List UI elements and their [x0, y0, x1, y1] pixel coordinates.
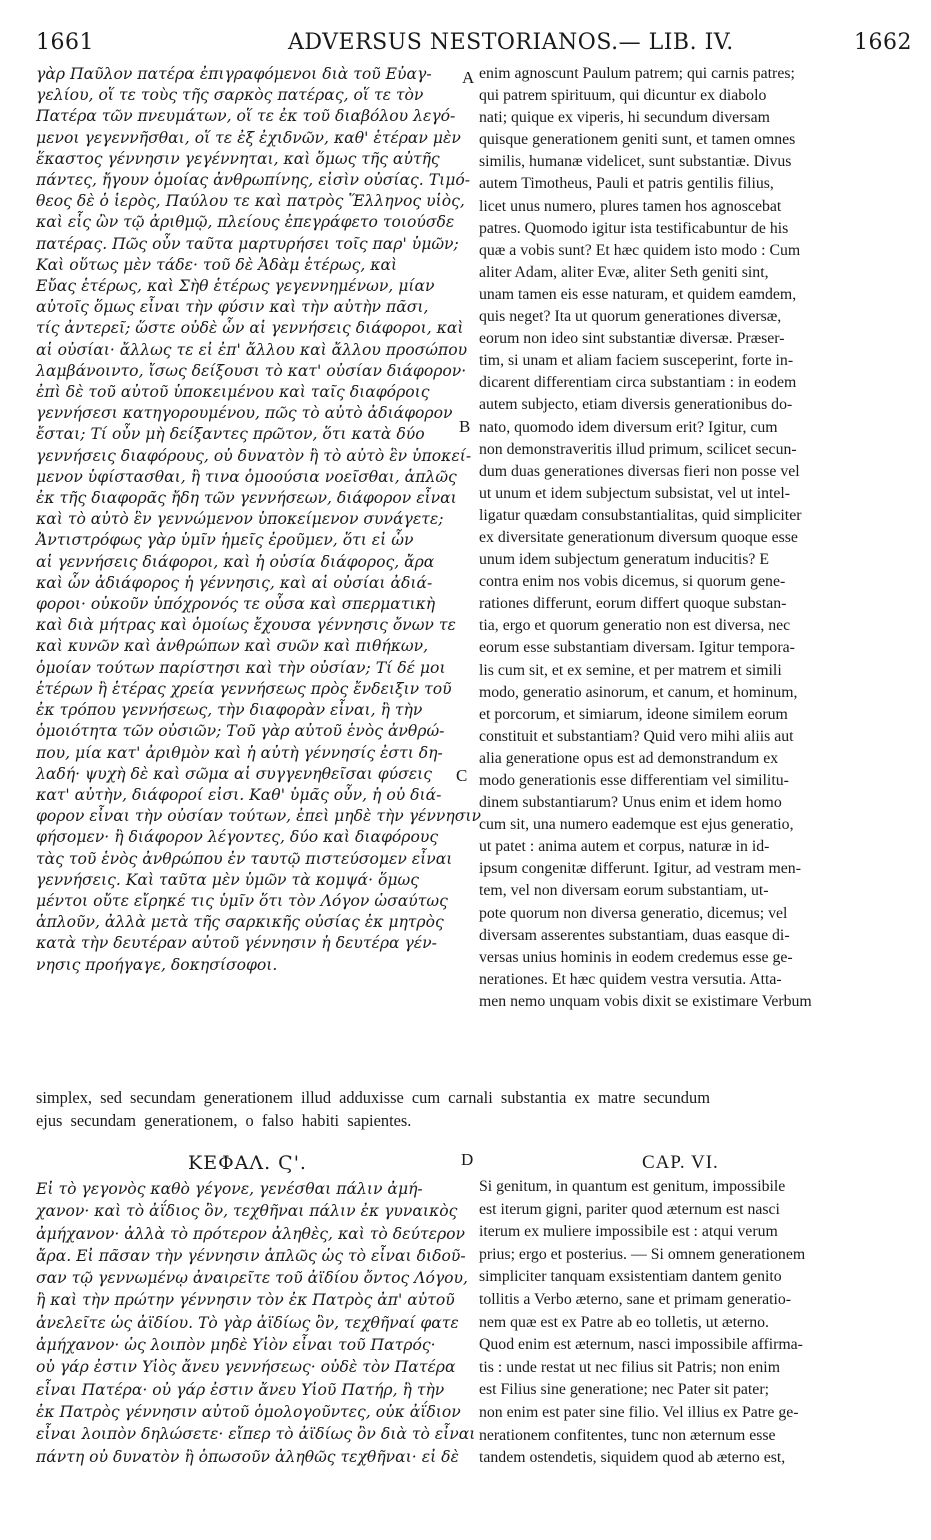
text-line: patres. Quomodo igitur ista testificabuntur de his	[479, 219, 789, 237]
text-line: μενον ὑφίστασθαι, ἢ τινα ὁμοούσια νοεῖσθαι, ἁπλῶς	[36, 467, 457, 486]
text-line: ejus secundam generationem, o falso habiti sapientes.	[36, 1111, 412, 1130]
text-line: Πατέρα τῶν πνευμάτων, οἵ τε ἐκ τοῦ διαβόλου λεγό-	[36, 107, 456, 126]
text-line: Si genitum, in quantum est genitum, impossibile	[479, 1178, 786, 1195]
text-line: Ἀντιστρόφως γὰρ ὑμῖν ἡμεῖς ἐροῦμεν, ὅτι εἰ ὧν	[36, 531, 414, 550]
margin-marker-d: D	[461, 1150, 474, 1169]
text-line: simpliciter tanquam exsistentiam dantem genito	[479, 1268, 782, 1286]
text-line: quisque generationem geniti sunt, et tamen omnes	[479, 131, 796, 149]
text-line: λαμβάνοιντο, ἴσως δείξουσι τὸ κατ' οὐσίαν διάφορον·	[36, 361, 467, 380]
text-line: non demonstraveritis illud primum, scilicet secun-	[479, 440, 797, 458]
text-line: εἶναι λοιπὸν δηλώσετε· εἴπερ τὸ ἀϊδίως ὂν διὰ τὸ εἶναι	[36, 1425, 476, 1444]
margin-marker-a: A	[462, 68, 475, 87]
text-line: et porcorum, et simiarum, ideone similem eorum	[479, 705, 788, 723]
text-line: pote quorum non diversa generatio, dicemus; vel	[479, 904, 788, 922]
text-line: dum duas generationes diversas fieri non posse vel	[479, 462, 800, 480]
text-line: γεννήσεις. Καὶ ταῦτα μὲν ὑμῶν τὰ κομψά· ὅμως	[36, 870, 419, 889]
text-line: nerationem confitentes, tunc non æternum esse	[479, 1426, 776, 1444]
text-line: σαν τῷ γεννωμένῳ ἀναιρεῖτε τοῦ ἀϊδίου ὄντος Λόγου,	[36, 1269, 468, 1288]
text-line: χανον· καὶ τὸ ἀΐδιος ὂν, τεχθῆναι πάλιν ἐκ γυναικὸς	[36, 1202, 458, 1221]
text-line: καὶ διὰ μήτρας καὶ ὁμοίως ἔχουσα γέννησις ὄνων τε	[36, 616, 456, 635]
text-line: αὐτοῖς ὅμως εἶναι τὴν φύσιν καὶ τὴν αὐτὴν πᾶσι,	[36, 298, 429, 317]
text-line: γεννήσεσι κατηγορουμένου, πῶς τὸ αὐτὸ ἀδιάφορον	[36, 404, 453, 423]
latin-chapter-heading: CAP. VI.	[642, 1152, 719, 1173]
text-line: θεος δὲ ὁ ἱερὸς, Παύλου τε καὶ πατρὸς Ἕλληνος υἱὸς,	[36, 192, 465, 211]
text-line: Quod enim est æternum, nasci impossibile affirma-	[479, 1336, 803, 1354]
text-line: αἱ γεννήσεις διάφοροι, καὶ ἡ οὐσία διάφορος, ἄρα	[36, 552, 435, 571]
running-header	[0, 30, 931, 62]
text-line: constituit et substantiam? Quid vero mihi aliis aut	[479, 727, 794, 745]
text-line: nem quæ est ex Patre ab eo tolletis, ut æterno.	[479, 1313, 769, 1331]
latin-lines	[479, 1176, 893, 1470]
text-line: modo generationis esse differentiam vel similitu-	[479, 772, 789, 789]
text-line: κατ' αὐτὴν, διάφοροί εἰσι. Καθ' ὑμᾶς οὖν, ἡ οὐ διά-	[36, 785, 442, 804]
greek-lines	[36, 1178, 476, 1468]
text-line: γεννήσεις διαφόρους, οὐ δυνατὸν ἢ τὸ αὐτὸ ἓν ὑποκεί-	[36, 446, 472, 465]
text-line: ἄρα. Εἰ πᾶσαν τὴν γέννησιν ἁπλῶς ὡς τὸ εἶναι διδοῦ-	[36, 1246, 466, 1265]
text-line: modo, generatio asinorum, et canum, et hominum,	[479, 683, 798, 701]
text-line: versas unius hominis in eodem credemus esse ge-	[479, 948, 793, 966]
text-line: πάντη οὐ δυνατὸν ἢ ὁπωσοῦν ἀληθῶς τεχθῆναι· εἰ δὲ	[36, 1447, 459, 1466]
text-line: quis neget? Ita ut quorum generationes diversæ,	[479, 308, 782, 326]
text-line: ἐκ τρόπου γεννήσεως, τὴν διαφορὰν εἶναι, ἢ τὴν	[36, 701, 423, 720]
text-line: ἀνελεῖτε ὡς ἀϊδίου. Τὸ γὰρ ἀϊδίως ὂν, τεχθῆναί φατε	[36, 1313, 459, 1332]
margin-marker-c: C	[456, 766, 468, 785]
text-line: λαδή· ψυχὴ δὲ καὶ σῶμα αἱ συγγενηθεῖσαι φύσεις	[36, 764, 432, 783]
greek-lines	[36, 64, 481, 976]
greek-column-top	[36, 64, 481, 976]
text-line: ἀμήχανον· ὡς λοιπὸν μηδὲ Υἱὸν εἶναι τοῦ Πατρός·	[36, 1336, 436, 1355]
text-line: contra enim nos vobis dicemus, si quorum gene-	[479, 573, 786, 591]
text-line: men nemo unquam vobis dixit se existimare Verbum	[479, 992, 812, 1010]
text-line: dicarent differentiam circa substantiam : in eodem	[479, 374, 797, 392]
latin-column-bottom	[479, 1176, 893, 1470]
text-line: est iterum gigni, pariter quod æternum est nasci	[479, 1200, 780, 1218]
text-line: καὶ κυνῶν καὶ ἀνθρώπων καὶ συῶν καὶ πιθήκων,	[36, 637, 429, 656]
text-line: tollitis a Verbo æterno, sane et primam generatio-	[479, 1290, 792, 1308]
text-line: unum idem subjectum generatum inducitis? E	[479, 551, 769, 569]
text-line: prius; ergo et posterius. — Si omnem generationem	[479, 1245, 806, 1263]
text-line: ἑτέρων ἢ ἑτέρας χρεία γεννήσεως πρὸς ἔνδειξιν τοῦ	[36, 679, 452, 698]
text-line: autem subjecto, etiam diversis generationibus do-	[479, 396, 793, 414]
text-line: ut unum et idem subjectum subsistat, vel ut intel-	[479, 484, 791, 502]
text-line: καὶ εἷς ὢν τῷ ἀριθμῷ, πλείους ἐπεγράφετο τοιούσδε	[36, 213, 455, 232]
text-line: similis, humanæ videlicet, sunt substantiæ. Divus	[479, 153, 792, 171]
text-line: Εἰ τὸ γεγονὸς καθὸ γέγονε, γενέσθαι πάλιν ἀμή-	[36, 1180, 423, 1198]
latin-column-top	[479, 63, 893, 1013]
text-line: tia, ergo et quorum generatio non est diversa, nec	[479, 617, 791, 635]
text-line: ὁμοιότητα τῶν οὐσιῶν; Τοῦ γὰρ αὐτοῦ ἑνὸς ἀνθρώ-	[36, 722, 445, 741]
text-line: Καὶ οὕτως μὲν τάδε· τοῦ δὲ Ἀδὰμ ἑτέρως, καὶ	[36, 255, 398, 274]
text-line: ἢ καὶ τὴν πρώτην γέννησιν τὸν ἐκ Πατρὸς ἀπ' αὐτοῦ	[36, 1291, 455, 1310]
text-line: nerationes. Et hæc quidem vestra versutia. Atta-	[479, 970, 782, 988]
text-line: tandem ostendetis, siquidem quod ab æterno est,	[479, 1449, 786, 1467]
text-line: eorum esse substantiam diversam. Igitur tempora-	[479, 639, 795, 657]
text-line: ἐκ Πατρὸς γέννησιν αὐτοῦ ὁμολογοῦντες, οὐκ ἀΐδιον	[36, 1402, 461, 1421]
text-line: dinem substantiarum? Unus enim et idem homo	[479, 794, 782, 812]
text-line: ὁμοίαν τούτων παρίστησι καὶ τὴν οὐσίαν; Τί δέ μοι	[36, 658, 446, 677]
page-number-right: 1662	[854, 30, 912, 55]
text-line: ἔσται; Τί οὖν μὴ δείξαντες πρῶτον, ὅτι κατὰ δύο	[36, 425, 425, 444]
text-line: κατὰ τὴν δευτέραν αὐτοῦ γέννησιν ἡ δευτέρα γέν-	[36, 934, 437, 953]
text-line: nato, quomodo idem diversum erit? Igitur, cum	[479, 418, 778, 436]
text-line: non enim est pater sine filio. Vel illius ex Patre ge-	[479, 1403, 799, 1421]
text-line: νησις προήγαγε, δοκησίσοφοι.	[36, 955, 278, 974]
text-line: ἐπὶ δὲ τοῦ αὐτοῦ ὑποκειμένου καὶ ταῖς διαφόροις	[36, 383, 430, 402]
text-line: eorum non ideo sint substantiæ diversæ. Præser-	[479, 330, 785, 348]
text-line: ἀμήχανον· ἀλλὰ τὸ πρότερον ἀληθὲς, καὶ τὸ δεύτερον	[36, 1224, 466, 1243]
text-line: ligatur quædam consubstantialitas, quid simpliciter	[479, 506, 802, 524]
text-line: iterum ex muliere impossibile est : atqui verum	[479, 1223, 778, 1241]
running-title: ADVERSUS NESTORIANOS.— LIB. IV.	[288, 30, 734, 55]
text-line: aliter Adam, aliter Evæ, aliter Seth geniti sint,	[479, 263, 769, 281]
text-line: πατέρας. Πῶς οὖν ταῦτα μαρτυρήσει τοῖς παρ' ὑμῶν;	[36, 234, 459, 253]
text-line: ἕκαστος γέννησιν γεγέννηται, καὶ ὅμως τῆς αὐτῆς	[36, 149, 440, 168]
text-line: γὰρ Παῦλον πατέρα ἐπιγραφόμενοι διὰ τοῦ Εὐαγ-	[36, 65, 432, 83]
greek-column-bottom	[36, 1178, 476, 1468]
text-line: nati; quique ex viperis, hi secundum diversam	[479, 109, 770, 127]
text-line: licet unus numero, plures tamen hos agnoscebat	[479, 197, 782, 215]
text-line: ἁπλοῦν, ἀλλὰ μετὰ τῆς σαρκικῆς οὐσίας ἐκ μητρὸς	[36, 913, 444, 932]
text-line: est Filius sine generatione; nec Pater sit pater;	[479, 1381, 769, 1399]
text-line: ex diversitate generationum diversum quoque esse	[479, 528, 798, 546]
text-line: simplex, sed secundam generationem illud adduxisse cum carnali substantia ex matre secundum	[36, 1088, 710, 1107]
text-line: γελίου, οἵ τε τοὺς τῆς σαρκὸς πατέρας, οἵ τε τὸν	[36, 86, 424, 105]
text-line: μενοι γεγεννῆσθαι, οἵ τε ἐξ ἐχιδνῶν, καθ' ἑτέραν μὲν	[36, 128, 461, 147]
latin-lines	[479, 63, 893, 1013]
margin-marker-b: B	[459, 417, 471, 436]
text-line: τὰς τοῦ ἑνὸς ἀνθρώπου ἐν ταυτῷ πιστεύσομεν εἶναι	[36, 849, 453, 868]
text-line: qui patrem spirituum, qui dicuntur ex diabolo	[479, 87, 767, 105]
text-line: τίς ἀντερεῖ; ὥστε οὐδὲ ὧν αἱ γεννήσεις διάφοροι, καὶ	[36, 319, 464, 338]
page-number-left: 1661	[36, 30, 94, 55]
text-line: εἶναι Πατέρα· οὐ γάρ ἐστιν ἄνευ Υἱοῦ Πατήρ, ἢ τὴν	[36, 1380, 445, 1399]
text-line: που, μία κατ' ἀριθμὸν καὶ ἡ αὐτὴ γέννησίς ἐστι δη-	[36, 743, 443, 762]
text-line: ipsum congenitæ differunt. Igitur, ad vestram men-	[479, 860, 801, 878]
text-line: φήσομεν· ἢ διάφορον λέγοντες, δύο καὶ διαφόρους	[36, 828, 439, 847]
text-line: tim, si unam et aliam faciem susceperint, forte in-	[479, 352, 794, 370]
text-line: autem Timotheus, Pauli et patris gentilis filius,	[479, 175, 774, 193]
text-line: πάντες, ἤγουν ὁμοίας ἀνθρωπίνης, εἰσὶν οὐσίας. Τιμό-	[36, 171, 471, 190]
text-line: φορον εἶναι τὴν οὐσίαν τούτων, ἐπεὶ μηδὲ τὴν γέννησιν	[36, 807, 481, 826]
text-line: diversam asserentes substantiam, duas easque di-	[479, 926, 790, 944]
text-line: οὐ γάρ ἐστιν Υἱὸς ἄνευ γεννήσεως· οὐδὲ τὸν Πατέρα	[36, 1358, 456, 1377]
text-line: καὶ τὸ αὐτὸ ἓν γεννώμενον ὑποκείμενον συνάγετε;	[36, 510, 444, 529]
text-line: rationes differunt, eorum differt quoque substan-	[479, 595, 787, 613]
text-line: καὶ ὧν ἀδιάφορος ἡ γέννησις, καὶ αἱ οὐσίαι ἀδιά-	[36, 573, 433, 592]
text-line: lis cum sit, et ex semine, et per matrem et simili	[479, 661, 782, 679]
text-line: quæ a vobis sunt? Et hæc quidem isto modo : Cum	[479, 241, 801, 259]
text-line: Εὔας ἑτέρως, καὶ Σὴθ ἑτέρως γεγεννημένων, μίαν	[36, 277, 435, 296]
greek-chapter-heading: ΚΕΦΑΛ. Ϛ'.	[188, 1152, 307, 1174]
text-line: cum sit, una numero eademque est ejus generatio,	[479, 816, 794, 834]
text-line: φοροι· οὐκοῦν ὑπόχρονός τε οὖσα καὶ σπερματικὴ	[36, 595, 436, 614]
text-line: alia generatione opus est ad demonstrandum ex	[479, 749, 779, 767]
text-line: tis : unde restat ut nec filius sit Patris; non enim	[479, 1358, 780, 1376]
latin-full-width-continuation	[36, 1086, 896, 1132]
text-line: ἐκ τῆς διαφορᾶς ἤδη τῶν γεννήσεων, διάφορον εἶναι	[36, 489, 457, 508]
text-line: αἱ οὐσίαι· ἄλλως τε εἰ ἐπ' ἄλλου καὶ ἄλλου προσώπου	[36, 340, 468, 359]
text-line: unam tamen eis esse naturam, et quidem eamdem,	[479, 285, 797, 303]
text-line: ut patet : anima autem et corpus, naturæ in id-	[479, 838, 770, 856]
text-line: enim agnoscunt Paulum patrem; qui carnis patres;	[479, 65, 795, 82]
text-line: μέντοι οὔτε εἴρηκέ τις ὑμῖν ὅτι τὸν Λόγον ὡσαύτως	[36, 891, 448, 910]
latin-full-lines	[36, 1086, 896, 1132]
text-line: tem, vel non diversam eorum substantiam, ut-	[479, 882, 769, 900]
